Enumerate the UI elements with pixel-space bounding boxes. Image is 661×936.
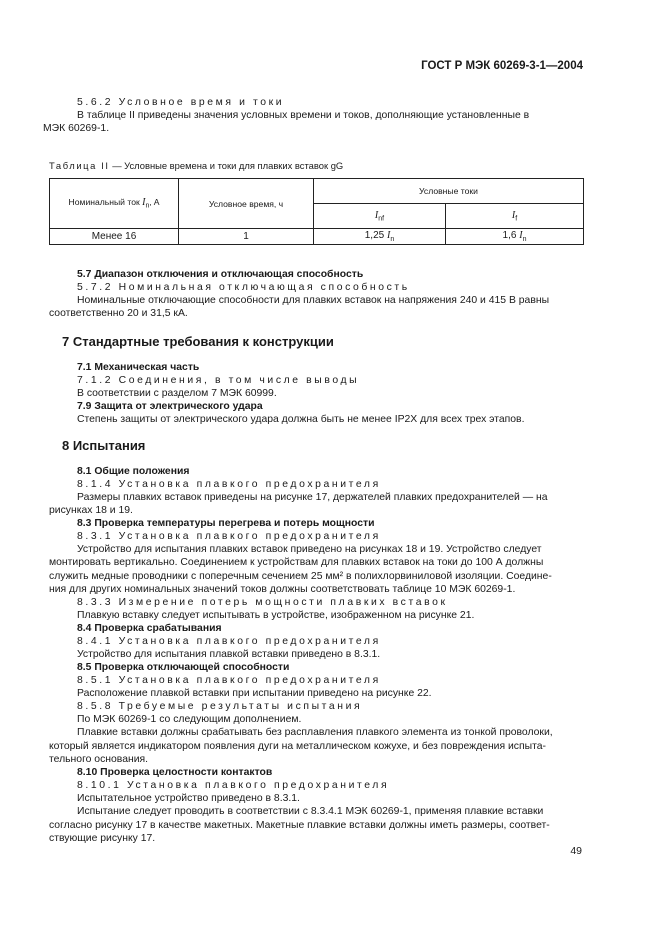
paragraph-line: соответственно 20 и 31,5 кА.	[49, 308, 188, 320]
table-title-prefix: Таблица II	[49, 160, 110, 171]
table-cell-time: 1	[179, 229, 314, 245]
section-8-3-heading: 8.3 Проверка температуры перегрева и потерь мощности	[77, 518, 375, 529]
paragraph-line: служить медные проводники с поперечным сечением 25 мм² в полихлорвиниловой изоляции. Соедине-	[49, 570, 552, 582]
section-5-7-heading: 5.7 Диапазон отключения и отключающая способность	[77, 269, 364, 280]
paragraph-line: Испытательное устройство приведено в 8.3.1.	[77, 793, 300, 804]
table-subheader-inf	[314, 204, 446, 229]
table-cell-current: Менее 16	[50, 229, 179, 245]
section-8-5-8-heading: 8.5.8 Требуемые результаты испытания	[77, 701, 363, 712]
paragraph-line: Устройство для испытания плавких вставок приведено на рисунках 18 и 19. Устройство следует	[77, 544, 542, 555]
cell-var: I	[387, 230, 391, 241]
paragraph-line: тельного основания.	[49, 754, 149, 766]
paragraph-line: ствующие рисунку 17.	[49, 833, 156, 845]
table-header-time: Условное время, ч	[179, 179, 314, 229]
section-7-1-heading: 7.1 Механическая часть	[77, 362, 200, 373]
cell-value: 1,25	[364, 230, 385, 241]
section-8-1-heading: 8.1 Общие положения	[77, 466, 190, 477]
section-7-1-2-text: В соответствии с разделом 7 МЭК 60999.	[77, 388, 277, 399]
section-8-heading: 8 Испытания	[62, 438, 146, 453]
section-8-3-3-heading: 8.3.3 Измерение потерь мощности плавких вставок	[77, 597, 448, 608]
section-8-10-heading: 8.10 Проверка целостности контактов	[77, 767, 273, 778]
section-7-heading: 7 Стандартные требования к конструкции	[62, 334, 334, 349]
paragraph-line: согласно рисунку 17 в качестве макетных. Макетные плавкие вставки должны иметь размеры, соответ-	[49, 819, 550, 831]
header-suffix: , A	[149, 197, 160, 208]
header-sub: n	[145, 202, 150, 210]
section-8-4-1-heading: 8.4.1 Установка плавкого предохранителя	[77, 636, 381, 647]
cell-var: I	[519, 230, 523, 241]
paragraph-line: Размеры плавких вставок приведены на рисунке 17, держателей плавких предохранителей — на	[77, 492, 548, 503]
table-title	[49, 160, 343, 171]
cell-sub: n	[522, 236, 527, 243]
paragraph-line: Плавкие вставки должны срабатывать без расплавления плавкого элемента из тонкой проволоки,	[77, 727, 553, 739]
section-8-10-1-heading: 8.10.1 Установка плавкого предохранителя	[77, 780, 390, 791]
section-8-5-heading: 8.5 Проверка отключающей способности	[77, 662, 290, 673]
section-7-9-heading: 7.9 Защита от электрического удара	[77, 401, 263, 412]
table-header-currents: Условные токи	[314, 179, 584, 204]
paragraph-line: ния для других номинальных значений токов должны соответствовать таблице 10 МЭК 60269-1.	[49, 584, 516, 596]
table-title-text: — Условные времена и токи для плавких вставок gG	[112, 160, 344, 171]
section-8-3-1-text	[49, 543, 583, 597]
paragraph-line: По МЭК 60269-1 со следующим дополнением.	[77, 714, 302, 725]
table-cell-inf	[314, 229, 446, 245]
section-8-3-3-text: Плавкую вставку следует испытывать в устройстве, изображенном на рисунке 21.	[77, 610, 475, 621]
section-8-10-1-text	[49, 792, 583, 846]
paragraph-line: который является индикатором появления дуги на металлическом кожухе, и без повреждения испыта-	[49, 740, 546, 752]
section-5-7-2-heading: 5.7.2 Номинальная отключающая способность	[77, 282, 410, 293]
paragraph-line: рисунках 18 и 19.	[49, 505, 133, 517]
section-8-5-8-text	[49, 713, 583, 767]
subheader-var: I	[511, 209, 516, 221]
subheader-var: I	[374, 209, 379, 221]
section-8-5-1-heading: 8.5.1 Установка плавкого предохранителя	[77, 675, 381, 686]
section-8-1-4-text	[49, 491, 583, 518]
paragraph-line: монтировать вертикально. Соединением к устройствам для плавких вставок на токи до 100 А должны	[49, 557, 544, 569]
header-var: I	[142, 197, 146, 209]
paragraph-line: Номинальные отключающие способности для плавких вставок на напряжения 240 и 415 В равны	[77, 295, 550, 306]
section-8-5-1-text: Расположение плавкой вставки при испытании приведено на рисунке 22.	[77, 688, 432, 699]
section-5-6-2-heading: 5.6.2 Условное время и токи	[77, 97, 285, 108]
section-8-1-4-heading: 8.1.4 Установка плавкого предохранителя	[77, 479, 381, 490]
document-header: ГОСТ Р МЭК 60269-3-1—2004	[421, 60, 583, 72]
section-8-4-heading: 8.4 Проверка срабатывания	[77, 623, 222, 634]
page-number: 49	[570, 845, 582, 857]
paragraph-line: В таблице II приведены значения условных времени и токов, дополняющие установленные в	[77, 110, 530, 121]
cell-sub: n	[390, 236, 395, 243]
subheader-sub: f	[515, 215, 518, 223]
paragraph-line: МЭК 60269-1.	[43, 123, 110, 135]
table-cell-if	[446, 229, 584, 245]
section-7-9-text: Степень защиты от электрического удара должна быть не менее IP2X для всех трех этапов.	[77, 414, 525, 425]
section-8-4-1-text: Устройство для испытания плавкой вставки приведено в 8.3.1.	[77, 649, 381, 660]
table-header-rated-current	[50, 179, 179, 229]
paragraph-line: Испытание следует проводить в соответствии с 8.3.4.1 МЭК 60269-1, применяя плавкие вставки	[77, 806, 544, 818]
conditional-times-table	[49, 178, 584, 245]
header-text: Номинальный ток	[68, 197, 140, 208]
subheader-sub: nf	[378, 215, 385, 223]
section-8-3-1-heading: 8.3.1 Установка плавкого предохранителя	[77, 531, 381, 542]
cell-value: 1,6	[502, 230, 517, 241]
section-7-1-2-heading: 7.1.2 Соединения, в том числе выводы	[77, 375, 360, 386]
table-subheader-if	[446, 204, 584, 229]
section-5-7-2-text	[49, 294, 583, 321]
section-5-6-2-text	[43, 109, 583, 136]
